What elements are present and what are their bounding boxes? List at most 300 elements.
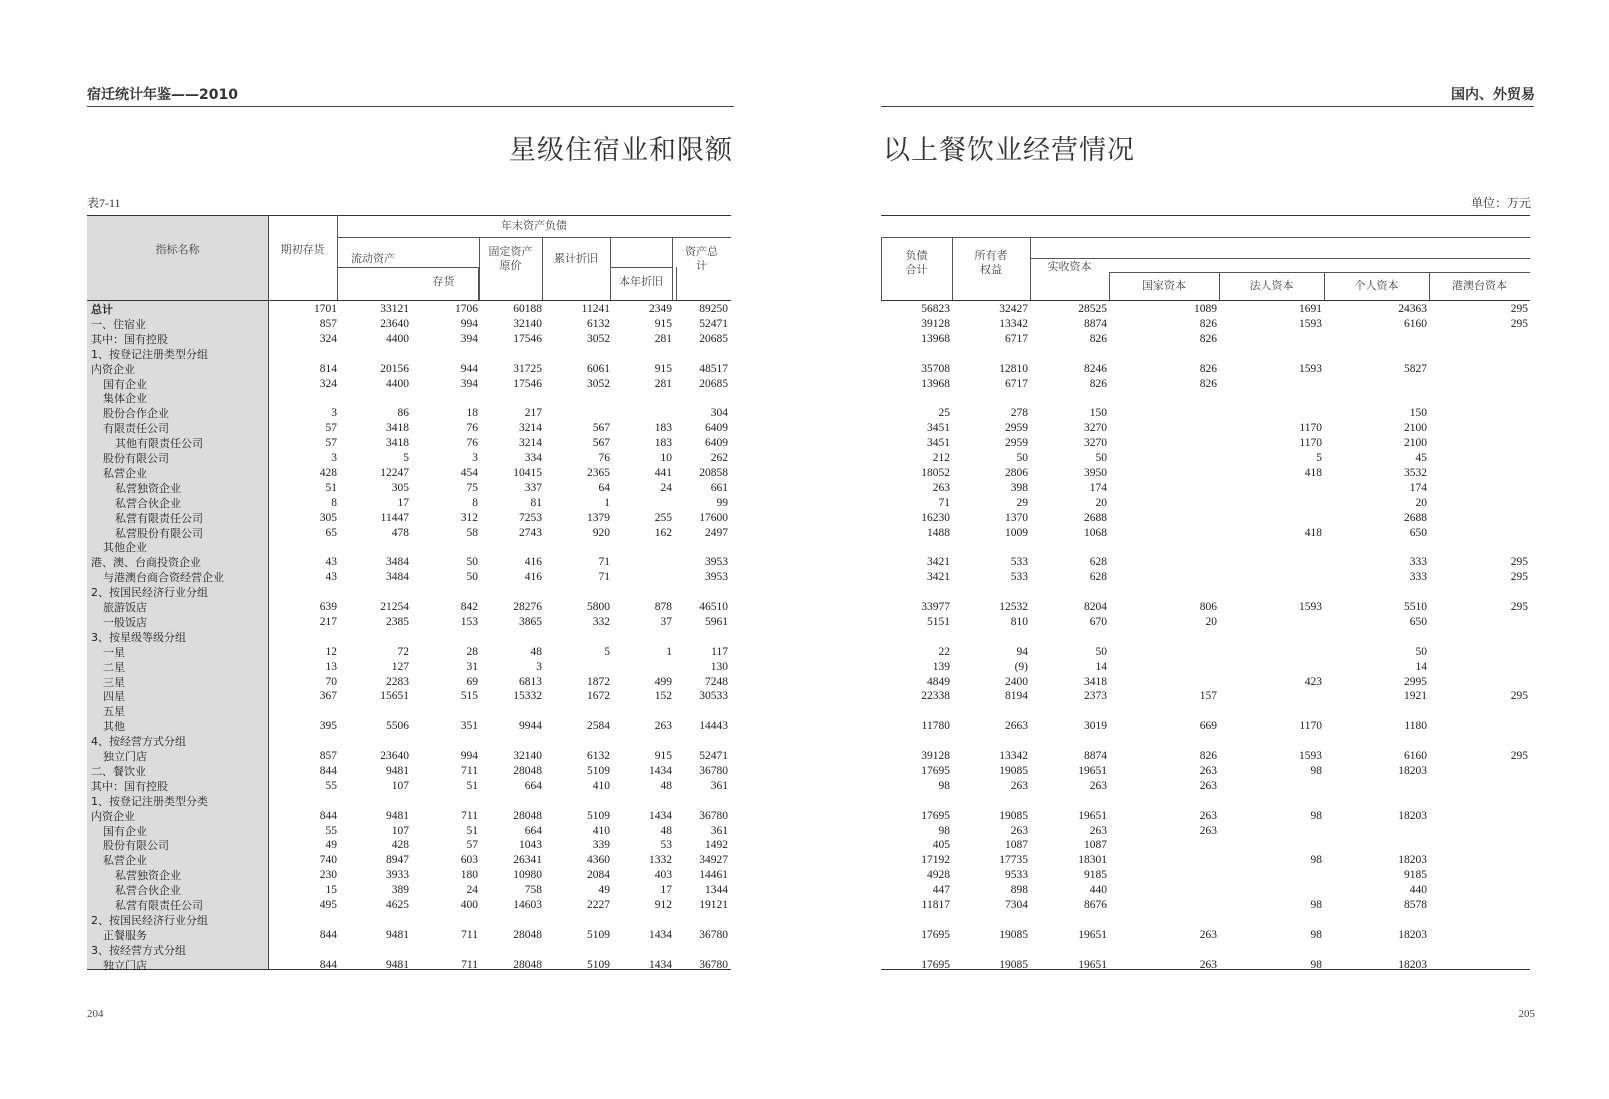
cell-value: 5800 [587, 601, 610, 613]
cell-value: 50 [466, 571, 478, 584]
cell-value: 117 [711, 645, 728, 658]
cell-value: 19085 [999, 809, 1028, 822]
table-row [881, 824, 1530, 839]
cell-value: 3 [536, 660, 542, 673]
table-row [87, 570, 731, 585]
cell-value: 826 [1199, 317, 1217, 330]
header-inventory: 存货 [432, 275, 455, 288]
table-row [87, 913, 731, 928]
cell-value: 36780 [699, 958, 728, 971]
cell-value: 7253 [519, 511, 542, 524]
cell-value: 3214 [519, 437, 542, 450]
cell-value: 6813 [519, 675, 542, 688]
cell-value: 39128 [921, 750, 950, 762]
table-row [881, 362, 1530, 377]
table-row [87, 317, 731, 332]
cell-value: 1593 [1299, 362, 1322, 375]
row-label: 独立门店 [103, 750, 147, 763]
header-fixed-assets-line1: 固定资产 [488, 245, 533, 258]
cell-value: 230 [319, 869, 337, 882]
cell-value: 3214 [519, 422, 542, 435]
cell-value: 912 [654, 899, 672, 911]
cell-value: 17600 [699, 511, 728, 524]
row-label: 私营合伙企业 [115, 496, 181, 510]
header-liabilities-line1: 负债 [905, 249, 928, 262]
row-label: 五星 [103, 705, 125, 719]
cell-value: 48 [660, 779, 672, 792]
table-row [881, 332, 1530, 347]
cell-value: 441 [654, 466, 672, 479]
table-left [87, 215, 731, 970]
cell-value: 28048 [513, 958, 542, 971]
cell-value: 20 [1095, 496, 1107, 509]
cell-value: 826 [1199, 362, 1217, 375]
table-row [87, 377, 731, 392]
cell-value: 50 [1016, 452, 1028, 464]
cell-value: 9185 [1084, 869, 1107, 882]
cell-value: 98 [1310, 958, 1322, 971]
table-row [881, 466, 1530, 481]
cell-value: 23640 [380, 317, 409, 330]
cell-value: 18052 [921, 466, 950, 479]
table-row [881, 436, 1530, 451]
cell-value: 5151 [927, 615, 950, 628]
cell-value: 711 [461, 928, 478, 941]
cell-value: 13342 [999, 750, 1028, 762]
cell-value: 71 [598, 571, 610, 584]
cell-value: 8874 [1084, 317, 1107, 330]
cell-value: 650 [1409, 526, 1427, 539]
header-current-year-depreciation: 本年折旧 [619, 275, 663, 288]
cell-value: 3421 [927, 556, 950, 569]
page-number-right: 205 [1518, 1008, 1535, 1020]
row-label: 私营独资企业 [115, 481, 181, 495]
cell-value: 55 [325, 824, 337, 837]
header-owners-equity-line1: 所有者 [974, 249, 1008, 262]
table-row [87, 809, 731, 824]
cell-value: 57 [325, 422, 337, 435]
cell-value: 29 [1016, 496, 1028, 509]
header-bottom-rule [87, 300, 731, 301]
cell-value: 440 [1089, 884, 1107, 897]
cell-value: 670 [1089, 615, 1107, 628]
cell-value: 24 [466, 884, 478, 897]
cell-value: 295 [1510, 571, 1528, 584]
cell-value: 5 [1316, 452, 1322, 464]
cell-value: 6160 [1404, 750, 1427, 762]
cell-value: 17 [397, 496, 409, 509]
cell-value: 394 [460, 377, 478, 390]
cell-value: 6160 [1404, 317, 1427, 330]
cell-value: 19121 [699, 899, 728, 911]
cell-value: 994 [460, 317, 478, 330]
cell-value: 423 [1304, 675, 1322, 688]
cell-value: 53 [660, 839, 672, 852]
cell-value: 150 [1409, 407, 1427, 420]
cell-value: 367 [319, 690, 337, 703]
cell-value: 162 [654, 526, 672, 539]
cell-value: 28276 [513, 601, 542, 613]
cell-value: 19651 [1078, 958, 1107, 971]
cell-value: 19085 [999, 764, 1028, 777]
cell-value: 6409 [705, 437, 728, 450]
cell-value: 2283 [386, 675, 409, 688]
cell-value: 361 [710, 824, 728, 837]
cell-value: 14443 [699, 720, 728, 733]
row-label: 集体企业 [103, 392, 147, 406]
cell-value: 410 [592, 779, 610, 792]
cell-value: 810 [1010, 615, 1028, 628]
table-row [881, 883, 1530, 898]
cell-value: 3950 [1084, 466, 1107, 479]
cell-value: 1492 [705, 839, 728, 852]
cell-value: 295 [1510, 556, 1528, 569]
cell-value: 1170 [1299, 720, 1322, 733]
cell-value: 2806 [1005, 466, 1028, 479]
cell-value: 20 [1205, 615, 1217, 628]
cell-value: 416 [524, 556, 542, 569]
cell-value: 669 [1199, 720, 1217, 733]
table-row [87, 734, 731, 749]
cell-value: 12810 [999, 362, 1028, 375]
table-row [87, 302, 731, 317]
table-row [881, 809, 1530, 824]
cell-value: 19651 [1078, 809, 1107, 822]
cell-value: 52471 [699, 317, 728, 330]
table-row [87, 600, 731, 615]
cell-value: 8204 [1084, 601, 1107, 613]
cell-value: 1043 [519, 839, 542, 852]
table-row [881, 913, 1530, 928]
cell-value: 664 [524, 779, 542, 792]
unit-label: 单位：万元 [1470, 196, 1531, 210]
cell-value: 50 [466, 556, 478, 569]
cell-value: 19085 [999, 928, 1028, 941]
cell-value: 11447 [380, 511, 409, 524]
table-row [87, 958, 731, 973]
table-row [87, 794, 731, 809]
cell-value: 58 [466, 526, 478, 539]
cell-value: 18301 [1078, 854, 1107, 867]
cell-value: 826 [1199, 377, 1217, 390]
table-row [87, 540, 731, 555]
cell-value: 28048 [513, 809, 542, 822]
cell-value: 1434 [649, 928, 672, 941]
cell-value: 263 [1010, 779, 1028, 792]
table-row [881, 838, 1530, 853]
cell-value: 1691 [1299, 303, 1322, 315]
cell-value: 8947 [386, 854, 409, 867]
row-label: 独立门店 [103, 958, 147, 972]
table-row [881, 734, 1530, 749]
cell-value: 2584 [587, 720, 610, 733]
table-row [881, 585, 1530, 600]
cell-value: 1089 [1194, 303, 1217, 315]
cell-value: 278 [1010, 407, 1028, 420]
cell-value: 71 [598, 556, 610, 569]
cell-value: 334 [524, 452, 542, 464]
header-hk-macao-taiwan-capital: 港澳台资本 [1452, 279, 1507, 292]
cell-value: 533 [1010, 556, 1028, 569]
cell-value: 6061 [587, 362, 610, 375]
cell-value: 72 [397, 645, 409, 658]
running-header-right: 国内、外贸易 [1451, 87, 1535, 103]
row-label: 私营股份有限公司 [115, 526, 203, 540]
cell-value: 35708 [921, 362, 950, 375]
cell-value: 4360 [587, 854, 610, 867]
cell-value: 567 [592, 437, 610, 450]
cell-value: 3 [331, 407, 337, 420]
table-row [881, 555, 1530, 570]
cell-value: 440 [1409, 884, 1427, 897]
cell-value: 515 [460, 690, 478, 703]
cell-value: 3421 [927, 571, 950, 584]
cell-value: 50 [1415, 645, 1427, 658]
cell-value: 20685 [699, 332, 728, 345]
header-total-assets-line2: 计 [696, 259, 707, 272]
header-bottom-rule [881, 300, 1530, 301]
cell-value: 6717 [1005, 377, 1028, 390]
cell-value: 12 [325, 645, 337, 658]
cell-value: 826 [1199, 332, 1217, 345]
cell-value: 842 [460, 601, 478, 613]
cell-value: 8 [331, 496, 337, 509]
table-row [881, 630, 1530, 645]
table-number: 表7-11 [87, 196, 121, 210]
cell-value: 6717 [1005, 332, 1028, 345]
cell-value: 19651 [1078, 764, 1107, 777]
cell-value: 1009 [1005, 526, 1028, 539]
table-row [87, 719, 731, 734]
cell-value: 3270 [1084, 437, 1107, 450]
cell-value: 22 [938, 645, 950, 658]
cell-value: 20685 [699, 377, 728, 390]
cell-value: 3953 [705, 556, 728, 569]
cell-value: 263 [1089, 824, 1107, 837]
row-label: 私营独资企业 [115, 869, 181, 883]
cell-value: 24363 [1398, 303, 1427, 315]
cell-value: 22338 [921, 690, 950, 703]
cell-value: 711 [461, 958, 478, 971]
table-row [881, 853, 1530, 868]
table-row [87, 853, 731, 868]
cell-value: 51 [466, 824, 478, 837]
cell-value: 263 [1199, 779, 1217, 792]
cell-value: 2227 [587, 899, 610, 911]
table-row [881, 406, 1530, 421]
cell-value: 98 [1310, 854, 1322, 867]
cell-value: 857 [319, 317, 337, 330]
cell-value: 628 [1089, 571, 1107, 584]
cell-value: 98 [1310, 899, 1322, 911]
cell-value: 389 [391, 884, 409, 897]
table-row [881, 928, 1530, 943]
cell-value: 3484 [386, 571, 409, 584]
cell-value: 915 [654, 317, 672, 330]
cell-value: 814 [319, 362, 337, 375]
row-label: 私营合伙企业 [115, 884, 181, 898]
header-accum-depreciation: 累计折旧 [554, 252, 598, 265]
cell-value: 11241 [581, 303, 610, 315]
header-individual-capital: 个人资本 [1354, 279, 1399, 292]
cell-value: 878 [654, 601, 672, 613]
cell-value: 7248 [705, 675, 728, 688]
header-total-assets [672, 245, 731, 273]
cell-value: 48 [530, 645, 542, 658]
cell-value: 312 [460, 511, 478, 524]
cell-value: 212 [932, 452, 950, 464]
cell-value: 3451 [927, 437, 950, 450]
row-label: 总计 [91, 303, 113, 316]
cell-value: 48517 [699, 362, 728, 375]
cell-value: 351 [460, 720, 478, 733]
row-label: 私营有限责任公司 [115, 899, 203, 912]
cell-value: 28525 [1078, 303, 1107, 315]
cell-value: 324 [319, 332, 337, 345]
cell-value: 76 [466, 422, 478, 435]
cell-value: 2497 [705, 526, 728, 539]
cell-value: 332 [592, 615, 610, 628]
cell-value: 305 [319, 511, 337, 524]
cell-value: 2100 [1404, 422, 1427, 435]
cell-value: 5 [403, 452, 409, 464]
cell-value: 17695 [921, 928, 950, 941]
cell-value: 2743 [519, 526, 542, 539]
cell-value: 418 [1304, 526, 1322, 539]
cell-value: 10415 [513, 466, 542, 479]
cell-value: 915 [654, 362, 672, 375]
cell-value: 1332 [649, 854, 672, 867]
cell-value: 844 [319, 958, 337, 971]
cell-value: 16230 [921, 511, 950, 524]
row-label: 私营企业 [103, 854, 147, 868]
cell-value: 844 [319, 764, 337, 777]
cell-value: 10 [660, 452, 672, 464]
cell-value: 4849 [927, 675, 950, 688]
cell-value: 19085 [999, 958, 1028, 971]
cell-value: 495 [319, 899, 337, 911]
table-row [87, 898, 731, 913]
cell-value: 14603 [513, 899, 542, 911]
cell-value: 295 [1510, 317, 1528, 330]
cell-value: 305 [391, 481, 409, 494]
cell-value: 920 [592, 526, 610, 539]
table-row [87, 645, 731, 660]
cell-value: 3 [331, 452, 337, 464]
cell-value: 13968 [921, 332, 950, 345]
cell-value: 1434 [649, 958, 672, 971]
cell-value: 94 [1016, 645, 1028, 658]
cell-value: 428 [319, 466, 337, 479]
row-label: 旅游饭店 [103, 601, 147, 614]
cell-value: 3418 [1084, 675, 1107, 688]
header-state-capital: 国家资本 [1142, 279, 1186, 292]
cell-value: 3418 [386, 422, 409, 435]
row-label: 2、按国民经济行业分组 [91, 586, 208, 600]
table-row [881, 943, 1530, 958]
group-rule [881, 237, 1530, 238]
row-label: 股份有限公司 [103, 452, 169, 465]
cell-value: 711 [461, 809, 478, 822]
cell-value: 2385 [386, 615, 409, 628]
row-label: 其中：国有控股 [91, 779, 168, 793]
cell-value: 2400 [1005, 675, 1028, 688]
cell-value: 46510 [699, 601, 728, 613]
table-row [881, 749, 1530, 764]
cell-value: 127 [391, 660, 409, 673]
table-row [87, 943, 731, 958]
cell-value: 398 [1010, 481, 1028, 494]
table-row [881, 481, 1530, 496]
cell-value: 15332 [513, 690, 542, 703]
cell-value: 9481 [386, 764, 409, 777]
cell-value: 2349 [649, 303, 672, 315]
header-liabilities-total [881, 249, 952, 277]
cell-value: 57 [466, 839, 478, 852]
cell-value: 844 [319, 809, 337, 822]
cell-value: 826 [1089, 377, 1107, 390]
cell-value: 454 [460, 466, 478, 479]
table-row [881, 868, 1530, 883]
cell-value: 898 [1010, 884, 1028, 897]
cell-value: 3052 [587, 377, 610, 390]
row-label: 有限责任公司 [103, 422, 169, 436]
cell-value: 107 [391, 779, 409, 792]
header-indicator-name: 指标名称 [155, 243, 200, 256]
cell-value: 661 [710, 481, 728, 494]
cell-value: 69 [466, 675, 478, 688]
cell-value: 50 [1095, 452, 1107, 464]
cell-value: 333 [1409, 556, 1427, 569]
cell-value: 51 [466, 779, 478, 792]
header-total-assets-line1: 资产总 [685, 245, 718, 258]
table-row [87, 391, 731, 406]
cell-value: 944 [460, 362, 478, 375]
cell-value: 324 [319, 377, 337, 390]
header-fixed-assets-original [479, 245, 542, 273]
header-fixed-assets-line2: 原价 [499, 259, 522, 272]
cell-value: 3270 [1084, 422, 1107, 435]
row-label: 1、按登记注册类型分组 [91, 347, 208, 361]
cell-value: 639 [319, 601, 337, 613]
table-row [87, 868, 731, 883]
table-row [881, 958, 1530, 973]
cell-value: 263 [1199, 824, 1217, 837]
cell-value: 1 [604, 496, 610, 509]
cell-value: 339 [592, 839, 610, 852]
table-row [881, 600, 1530, 615]
table-row [881, 898, 1530, 913]
cell-value: 8246 [1084, 362, 1107, 375]
cell-value: 1706 [455, 303, 478, 315]
cell-value: 295 [1510, 303, 1528, 315]
table-row [881, 794, 1530, 809]
header-owners-equity-line2: 权益 [980, 263, 1002, 276]
cell-value: 263 [1010, 824, 1028, 837]
table-row [87, 332, 731, 347]
cell-value: 5961 [705, 615, 728, 628]
cell-value: 174 [1409, 481, 1427, 494]
cell-value: 416 [524, 571, 542, 584]
cell-value: 19651 [1078, 928, 1107, 941]
cell-value: 295 [1510, 750, 1528, 762]
cell-value: 183 [654, 422, 672, 435]
cell-value: 2995 [1404, 675, 1427, 688]
cell-value: 81 [530, 496, 542, 509]
table-row [87, 451, 731, 466]
cell-value: 18203 [1398, 958, 1427, 971]
cell-value: 17735 [999, 854, 1028, 867]
